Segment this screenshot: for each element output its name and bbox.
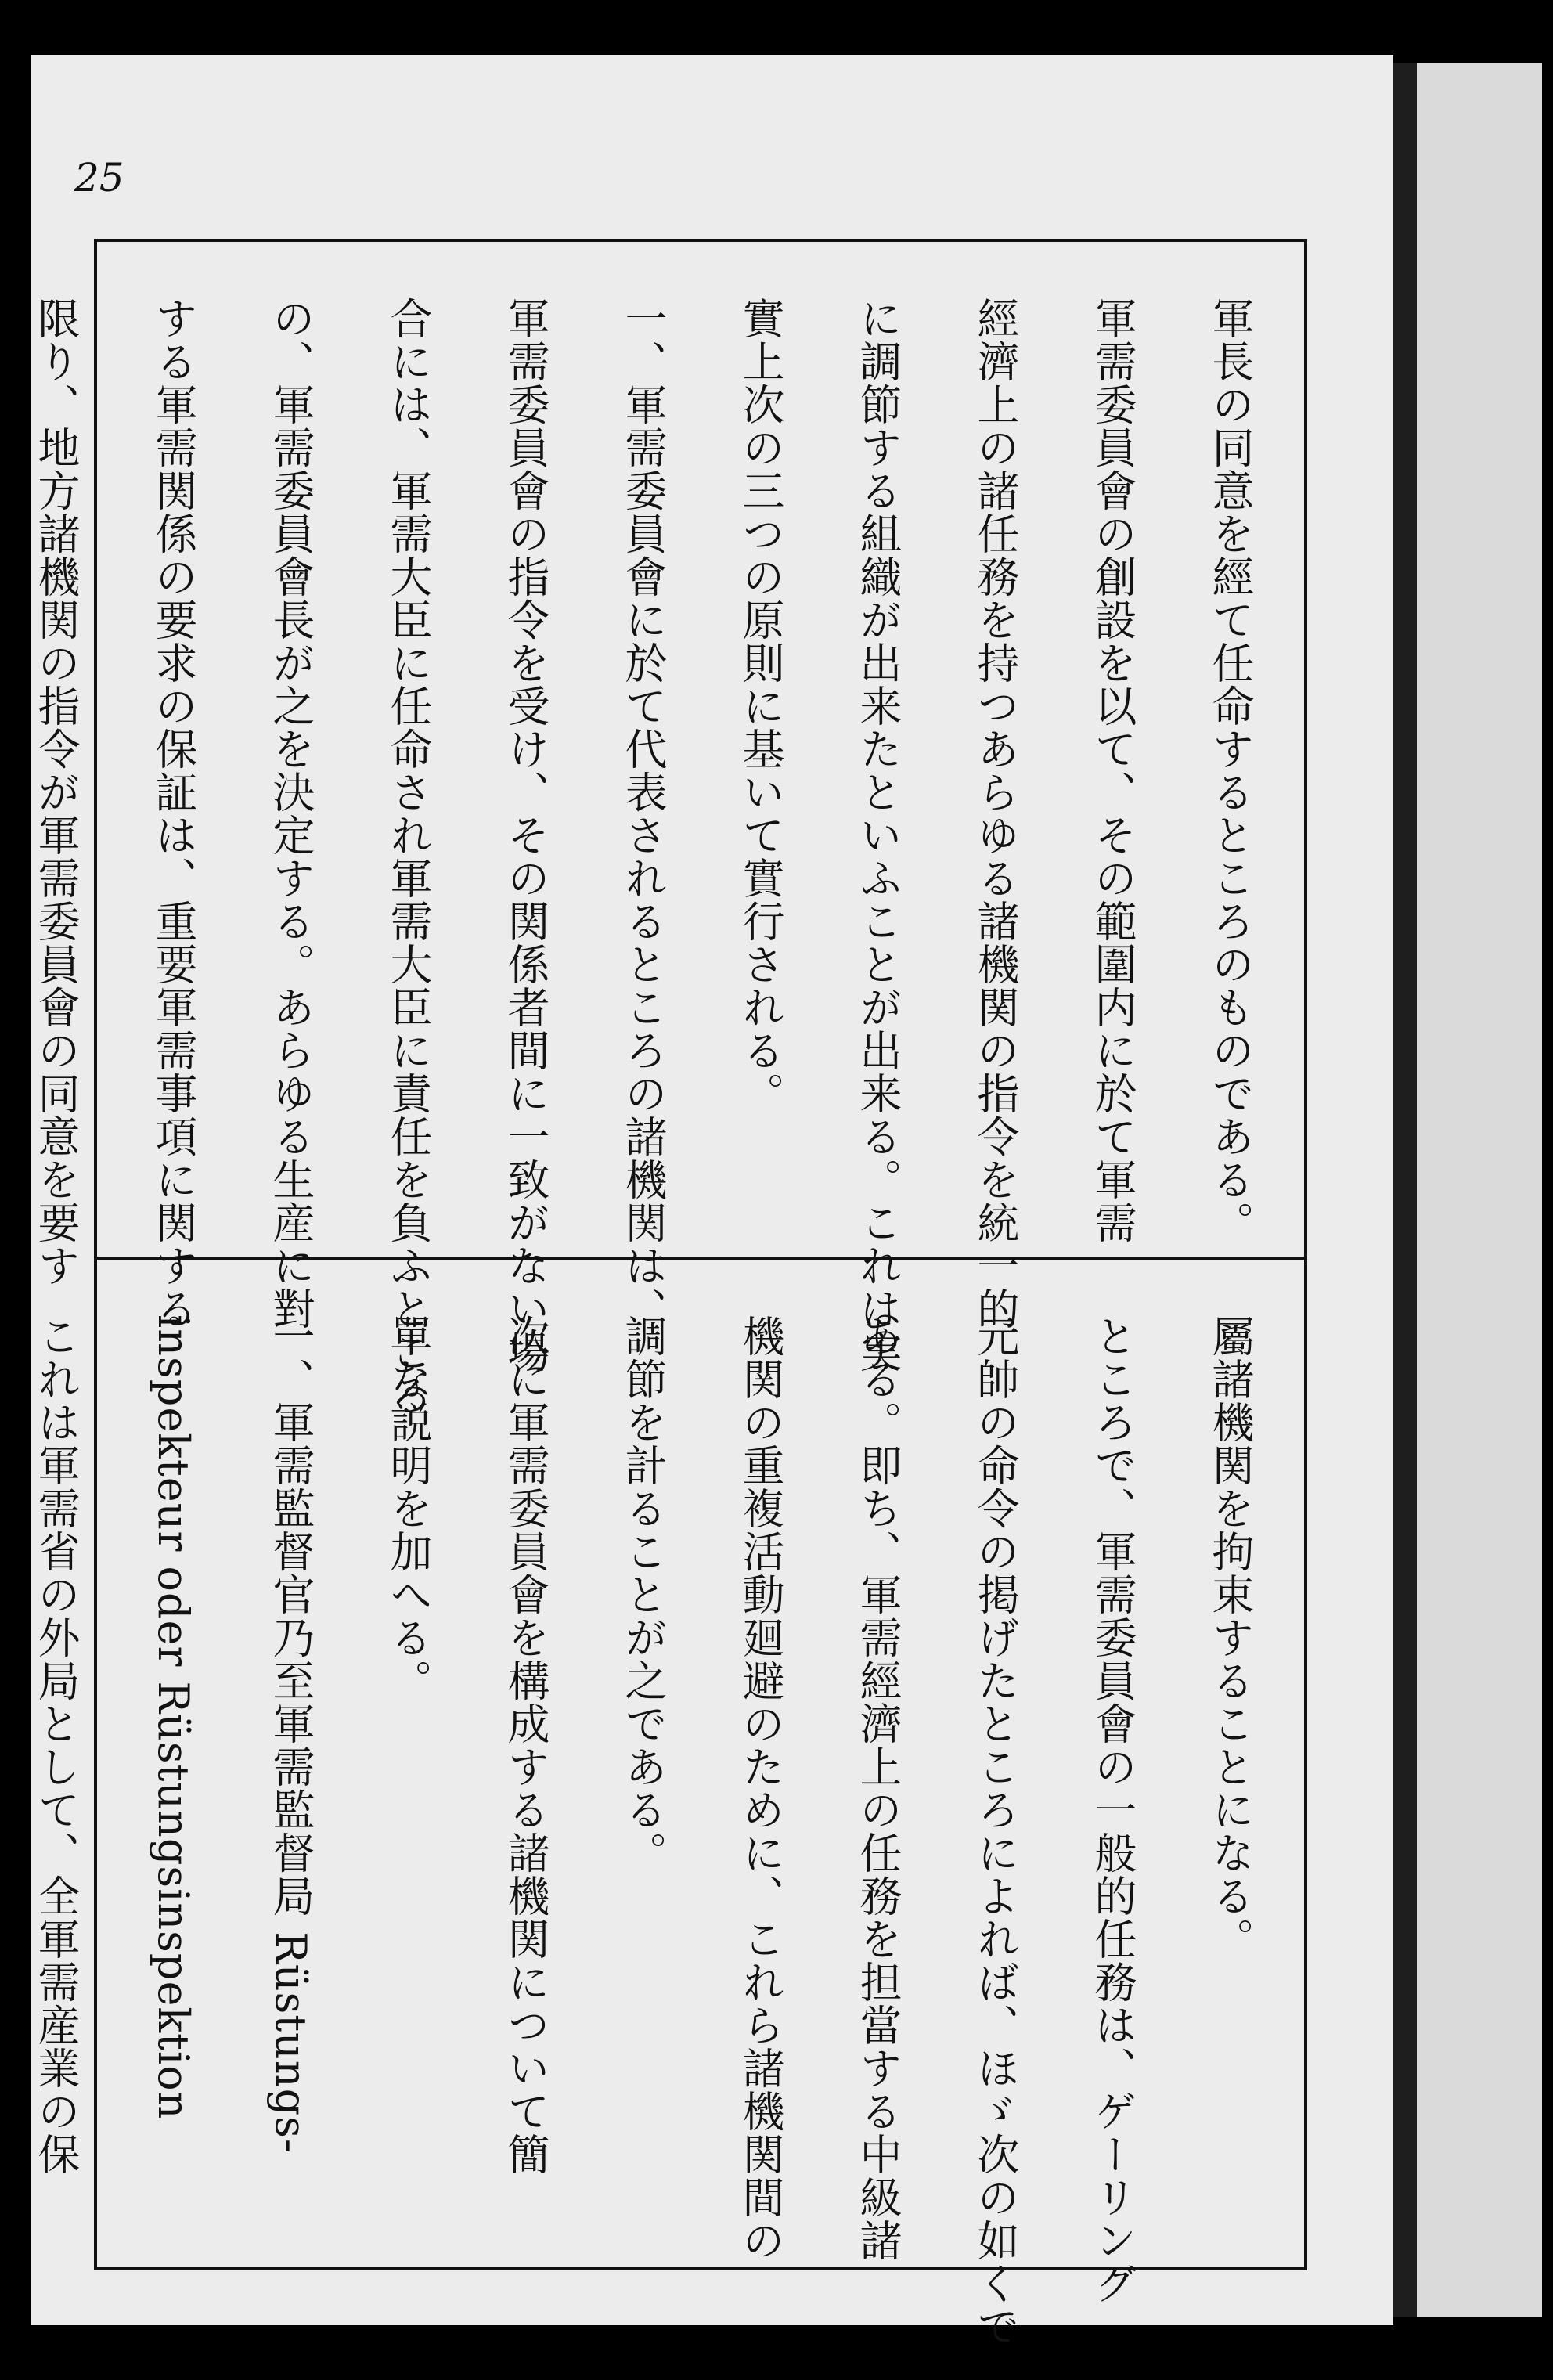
text-line: 屬諸機関を拘束することになる。 (1205, 1314, 1255, 1960)
text-line: 合には、軍需大臣に任命され軍需大臣に責任を負ふところ (384, 297, 433, 1416)
text-line: 實上次の三つの原則に基いて實行される。 (736, 297, 785, 1115)
bottom-text-panel (31, 1260, 1304, 2348)
page-number: 25 (74, 155, 124, 200)
text-line: 一、軍需監督官乃至軍需監督局 Rüstungs- (266, 1314, 315, 2155)
text-frame (31, 239, 1307, 2348)
text-line: ところで、軍需委員會の一般的任務は、ゲーリング (1088, 1314, 1137, 2305)
text-line: 單な説明を加へる。 (384, 1314, 433, 1702)
bottom-text-body (31, 1314, 1288, 2348)
text-line: の、軍需委員會長が之を決定する。あらゆる生産に對 (266, 297, 315, 1330)
text-line: ある。即ち、軍需經濟上の任務を担當する中級諸 (853, 1314, 903, 2262)
text-line: 元帥の命令の掲げたところによれば、ほゞ次の如くで (971, 1314, 1020, 2348)
text-line: これは軍需省の外局として、全軍需産業の保 (31, 1314, 81, 2176)
top-text-body (31, 297, 1288, 1416)
top-text-panel (31, 242, 1304, 1416)
text-line: 次に軍需委員會を構成する諸機関について簡 (501, 1314, 550, 2176)
text-line: に調節する組織が出来たといふことが出来る。これは実 (853, 297, 903, 1373)
text-line: 限り、地方諸機関の指令が軍需委員會の同意を要す (31, 297, 81, 1287)
text-line: 機関の重複活動廻避のために、これら諸機関間の (736, 1314, 785, 2262)
text-line: 調節を計ることが之である。 (618, 1314, 668, 1874)
page-edge (1417, 63, 1542, 2317)
text-line: 軍需委員會の創設を以て、その範圍内に於て軍需 (1088, 297, 1137, 1244)
text-line: 軍需委員會の指令を受け、その関係者間に一致がない場 (501, 297, 550, 1373)
text-line: inspekteur oder Rüstungsinspektion (149, 1314, 198, 2120)
text-line: 一、軍需委員會に於て代表されるところの諸機関は、 (618, 297, 668, 1330)
text-line: 經濟上の諸任務を持つあらゆる諸機関の指令を統一的 (971, 297, 1020, 1330)
page-binding (1393, 63, 1417, 2317)
text-line: する軍需関係の要求の保証は、重要軍需事項に関する (149, 297, 198, 1330)
text-line: 軍長の同意を經て任命するところのものである。 (1205, 297, 1255, 1244)
